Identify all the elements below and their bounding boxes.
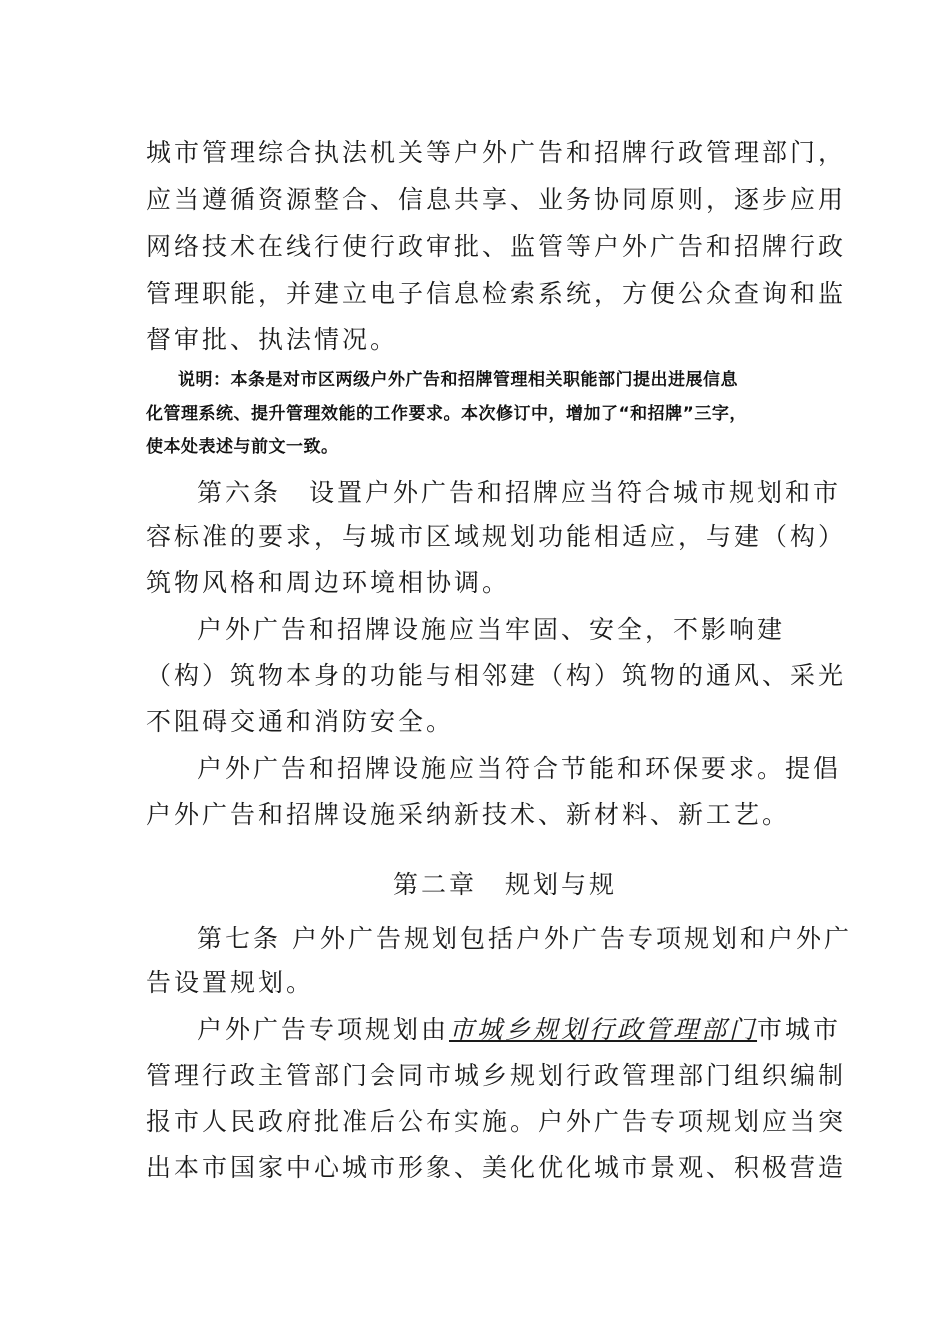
revised-text-underlined: 市城乡规划行政管理部门: [449, 1015, 758, 1044]
article-7-heading-line: 第七条 户外广告规划包括户外广告专项规划和户外广: [197, 924, 852, 953]
article-6-p2-line: （构）筑物本身的功能与相邻建（构）筑物的通风、采光: [146, 661, 847, 690]
paragraph-line: 督审批、执法情况。: [146, 325, 399, 354]
article-6-line: 筑物风格和周边环境相协调。: [146, 568, 511, 597]
article-7-p2-first-line: [197, 1015, 842, 1044]
article-7-p2-line: 出本市国家中心城市形象、美化优化城市景观、积极营造: [146, 1153, 847, 1182]
article-6-heading-line: 第六条 设置户外广告和招牌应当符合城市规划和市: [197, 478, 842, 507]
chapter-title: 规划与规: [505, 870, 618, 899]
chapter-heading: [0, 872, 950, 897]
paragraph-line: 网络技术在线行使行政审批、监管等户外广告和招牌行政: [146, 232, 847, 261]
revision-note-line: 使本处表述与前文一致。: [146, 437, 339, 457]
article-7-line: 告设置规划。: [146, 968, 315, 997]
article-6-p2-line: 不阻碍交通和消防安全。: [146, 707, 455, 736]
article-6-p2-line: 户外广告和招牌设施应当牢固、安全，不影响建: [197, 615, 786, 644]
article-7-p2-prefix: 户外广告专项规划由: [197, 1015, 450, 1044]
revision-note-line: 说明：本条是对市区两级户外广告和招牌管理相关职能部门提出进展信息: [178, 370, 738, 390]
article-7-p2-line: 管理行政主管部门会同市城乡规划行政管理部门组织编制: [146, 1061, 847, 1090]
article-7-p2-line: 报市人民政府批准后公布实施。户外广告专项规划应当突: [146, 1107, 847, 1136]
article-6-p3-line: 户外广告和招牌设施应当符合节能和环保要求。提倡: [197, 754, 842, 783]
article-6-line: 容标准的要求，与城市区域规划功能相适应，与建（构）: [146, 522, 847, 551]
article-7-p2-suffix: 市城市: [757, 1015, 842, 1044]
paragraph-line: 城市管理综合执法机关等户外广告和招牌行政管理部门，: [146, 138, 847, 167]
paragraph-line: 应当遵循资源整合、信息共享、业务协同原则，逐步应用: [146, 185, 847, 214]
paragraph-line: 管理职能，并建立电子信息检索系统，方便公众查询和监: [146, 279, 847, 308]
chapter-number: 第二章: [392, 870, 477, 899]
revision-note-line: 化管理系统、提升管理效能的工作要求。本次修订中，增加了“和招牌”三字，: [146, 404, 747, 424]
article-6-p3-line: 户外广告和招牌设施采纳新技术、新材料、新工艺。: [146, 800, 791, 829]
